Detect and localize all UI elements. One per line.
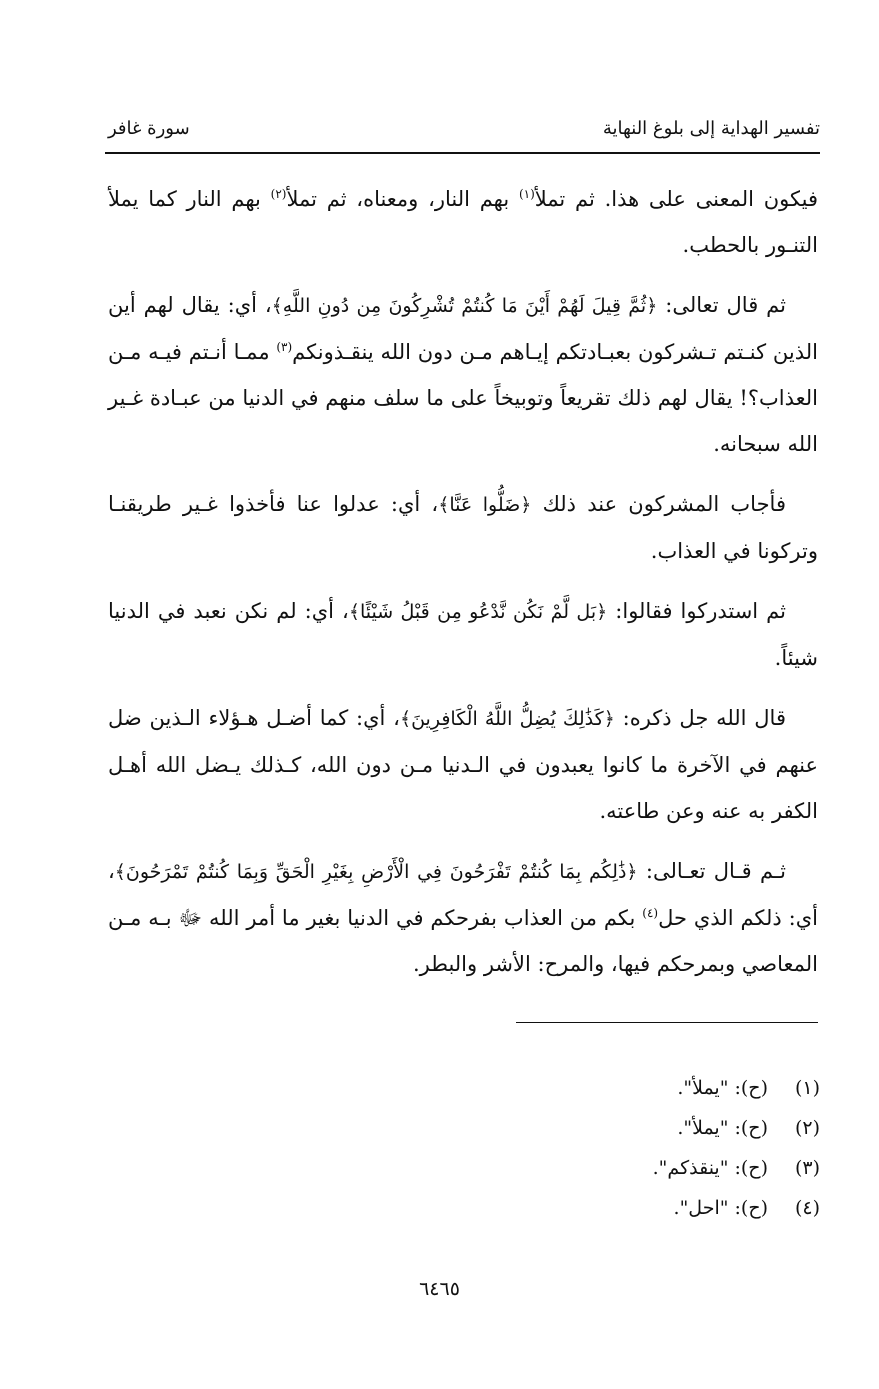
text-run: ثـم قـال تعـالى:	[637, 859, 786, 883]
text-run: قال الله جل ذكره:	[614, 706, 786, 730]
footnote-ref-4: (٤)	[642, 906, 659, 920]
footnote-number: (١)	[794, 1077, 820, 1099]
text-run: فيكون المعنى على هذا. ثم تملأ	[534, 187, 818, 211]
quran-verse: ﴿كَذَٰلِكَ يُضِلُّ اللَّهُ الْكَافِرِينَ﴾	[399, 708, 615, 730]
footnote-ref-1: (١)	[518, 187, 535, 201]
quran-verse: ﴿ذَٰلِكُم بِمَا كُنتُمْ تَفْرَحُونَ فِي الْأَرْضِ بِغَيْرِ الْحَقِّ وَبِمَا كُنتُمْ تَمْرَحُونَ﴾	[114, 861, 638, 883]
text-run: ثم استدركوا فقالوا:	[607, 599, 786, 623]
footnote-1	[420, 1068, 820, 1108]
running-header	[108, 112, 820, 152]
footnote-number: (٣)	[794, 1157, 820, 1179]
footnotes	[420, 1068, 820, 1228]
header-divider	[105, 152, 820, 154]
page-number: ٦٤٦٥	[419, 1278, 460, 1300]
footnote-text: (ح): "يملأ".	[677, 1117, 768, 1139]
book-title: تفسير الهداية إلى بلوغ النهاية	[602, 118, 820, 139]
footnote-text: (ح): "ينقذكم".	[652, 1157, 768, 1179]
text-run: ثم قال تعالى:	[657, 293, 786, 317]
text-run: ، أي: يقال لهم أين الذين كنـتم تـشركون بعبـادتكم إيـاهم مـن دون الله ينقـذونكم	[108, 293, 818, 364]
text-run: ، أي: عدلوا عنا فأخذوا غـير طريقنـا وتركونا في العذاب.	[108, 492, 818, 563]
footnote-ref-2: (٢)	[270, 187, 287, 201]
quran-verse: ﴿ضَلُّوا عَنَّا﴾	[438, 494, 532, 516]
quran-verse: ﴿بَل لَّمْ نَكُن نَّدْعُو مِن قَبْلُ شَيْئًا﴾	[348, 601, 608, 623]
footnote-2	[420, 1108, 820, 1148]
text-run: بكم من العذاب بفرحكم في الدنيا بغير ما أمر الله ﷻ بـه مـن المعاصي وبمرحكم فيها، والمرح: الأشر والبطر.	[108, 906, 818, 976]
paragraph-4	[108, 588, 818, 681]
text-run: ، أي: لم نكن نعبد في الدنيا شيئاً.	[108, 599, 818, 670]
text-run: ممـا أنـتم فيـه مـن العذاب؟! يقال لهم ذلك تقريعاً وتوبيخاً على ما سلف منهم في الدنيا من عبـادة غـير الله سبحانه.	[108, 340, 818, 456]
footnote-number: (٤)	[794, 1197, 820, 1219]
paragraph-3	[108, 481, 818, 574]
text-run: ، أي: ذلكم الذي حل	[108, 859, 819, 930]
paragraph-1	[108, 176, 818, 268]
text-run: بهم النار، ومعناه، ثم تملأ	[286, 187, 519, 211]
paragraph-2	[108, 282, 818, 467]
footnote-ref-3: (٣)	[276, 340, 293, 354]
quran-verse: ﴿ثُمَّ قِيلَ لَهُمْ أَيْنَ مَا كُنتُمْ تُشْرِكُونَ مِن دُونِ اللَّهِ﴾	[271, 295, 658, 317]
footnote-divider	[516, 1022, 818, 1023]
main-text	[108, 176, 818, 1001]
surah-title: سورة غافر	[108, 118, 190, 139]
footnote-3	[420, 1148, 820, 1188]
footnote-text: (ح): "يملأ".	[677, 1077, 768, 1099]
text-run: بهم النار كما يملأ التنـور بالحطب.	[108, 187, 818, 257]
paragraph-5	[108, 695, 818, 834]
text-run: ، أي: كما أضـل هـؤلاء الـذين ضل عنهم في الآخرة ما كانوا يعبدون في الـدنيا مـن دون الله، كـذلك يـضل الله أهـل الكفر به عنه وعن طاعته.	[108, 706, 818, 823]
footnote-text: (ح): "احل".	[673, 1197, 768, 1219]
text-run: فأجاب المشركون عند ذلك	[531, 492, 786, 516]
paragraph-6	[108, 848, 818, 987]
footnote-number: (٢)	[794, 1117, 820, 1139]
footnote-4	[420, 1188, 820, 1228]
